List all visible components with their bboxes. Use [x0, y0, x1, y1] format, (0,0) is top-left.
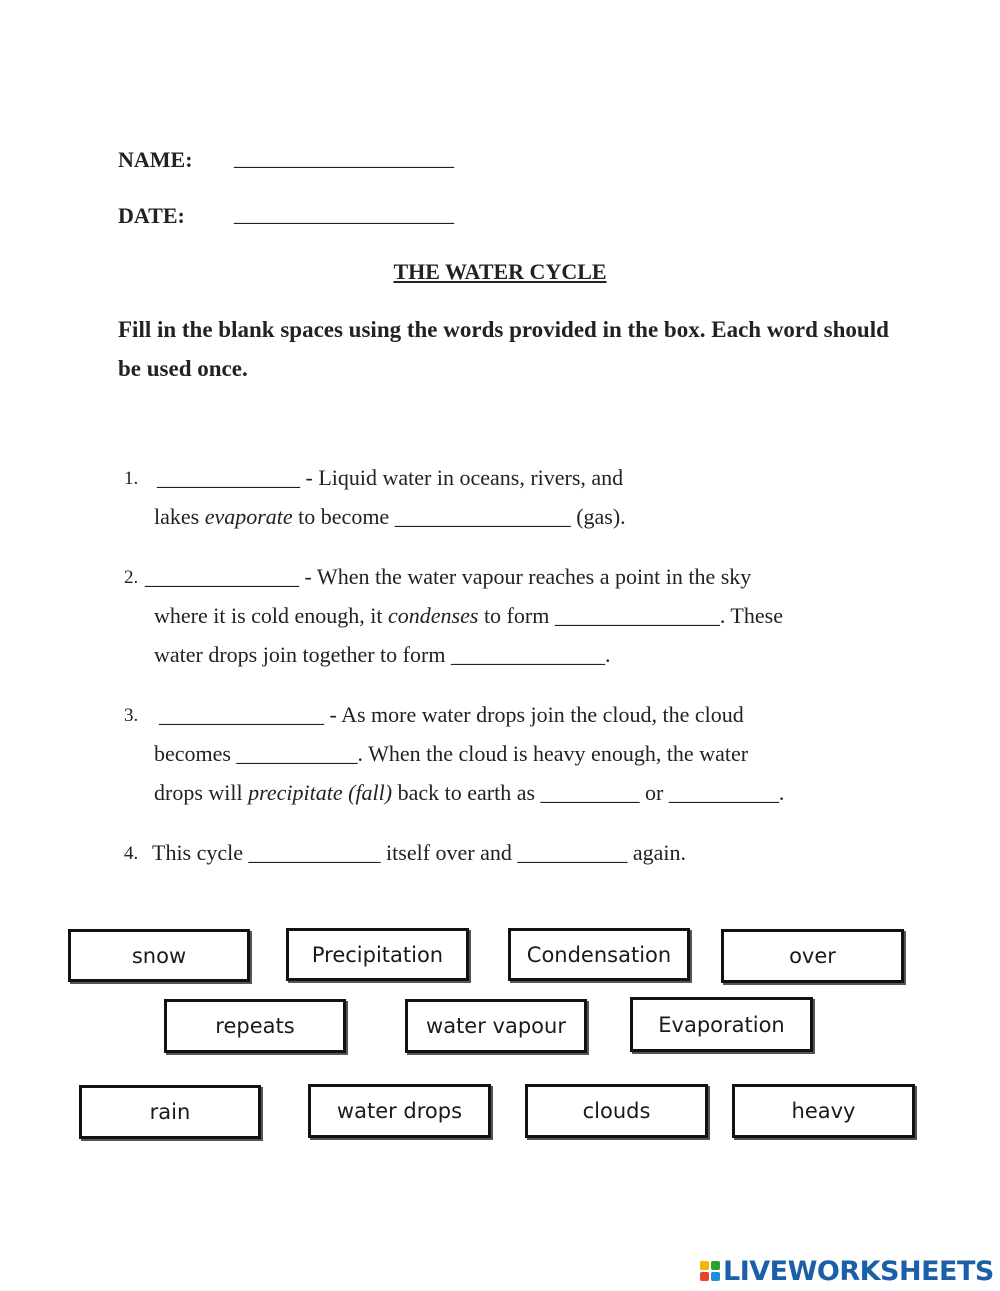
q4-text-a: This cycle [152, 840, 249, 865]
q3-text-c: . When the cloud is heavy enough, the water [357, 741, 749, 766]
q2-text-d: . These [719, 603, 783, 628]
question-1-line-1 [157, 465, 623, 491]
question-3-number: 3. [124, 705, 139, 726]
word-tile-heavy[interactable]: heavy [732, 1084, 915, 1138]
liveworksheets-brand [700, 1254, 994, 1288]
word-tile-water-vapour[interactable]: water vapour [405, 999, 587, 1053]
word-tile-rain[interactable]: rain [79, 1085, 261, 1139]
blank-3b[interactable]: ___________ [236, 741, 358, 766]
q1-italic: evaporate [204, 504, 293, 529]
q2-text-a: - When the water vapour reaches a point in the sky [299, 564, 752, 589]
blank-2a[interactable]: ______________ [145, 564, 299, 589]
name-field[interactable]: ____________________ [234, 145, 454, 170]
q3-text-a: - As more water drops join the cloud, the cloud [324, 702, 744, 727]
q1-text-c: to become [292, 504, 395, 529]
blank-1b[interactable]: ________________ [394, 504, 571, 529]
liveworksheets-logo-icon [700, 1261, 720, 1281]
q2-text-b: where it is cold enough, it [154, 603, 389, 628]
blank-3d[interactable]: __________ [668, 780, 779, 805]
blank-2c[interactable]: ______________ [450, 642, 605, 667]
q3-text-f: or [639, 780, 669, 805]
question-2-number: 2. [124, 567, 139, 588]
blank-4a[interactable]: ____________ [248, 840, 381, 865]
q4-text-c: again. [627, 840, 687, 865]
question-3-line-1 [159, 702, 744, 728]
q3-text-g: . [778, 780, 785, 805]
question-1-line-2 [154, 504, 626, 530]
q3-text-b: becomes [154, 741, 237, 766]
word-tile-evaporation[interactable]: Evaporation [630, 997, 813, 1052]
word-tile-clouds[interactable]: clouds [525, 1084, 708, 1138]
blank-3a[interactable]: _______________ [159, 702, 324, 727]
word-tile-over[interactable]: over [721, 929, 904, 983]
blank-3c[interactable]: _________ [540, 780, 640, 805]
worksheet-title: THE WATER CYCLE [393, 259, 607, 284]
word-tile-precipitation[interactable]: Precipitation [286, 928, 469, 981]
q1-text-a: - Liquid water in oceans, rivers, and [300, 465, 624, 490]
word-tile-condensation[interactable]: Condensation [508, 928, 690, 981]
brand-name: LIVEWORKSHEETS [723, 1255, 994, 1287]
q2-text-c: to form [478, 603, 555, 628]
q1-text-d: (gas). [570, 504, 626, 529]
question-2-line-1 [145, 564, 751, 590]
q2-text-f: . [604, 642, 611, 667]
q3-italic: precipitate (fall) [248, 780, 393, 805]
q3-text-d: drops will [154, 780, 249, 805]
question-1-number: 1. [124, 468, 139, 489]
blank-2b[interactable]: _______________ [554, 603, 720, 628]
question-4-line-1 [152, 840, 686, 866]
word-tile-snow[interactable]: snow [68, 929, 250, 982]
name-label: NAME: [118, 147, 193, 172]
blank-1a[interactable]: _____________ [157, 465, 300, 490]
question-3-line-2 [154, 741, 748, 767]
q2-italic: condenses [388, 603, 479, 628]
question-3-line-3 [154, 780, 784, 806]
date-label: DATE: [118, 203, 185, 228]
word-tile-repeats[interactable]: repeats [164, 999, 346, 1053]
word-tile-water-drops[interactable]: water drops [308, 1084, 491, 1138]
blank-4b[interactable]: __________ [517, 840, 628, 865]
question-2-line-3 [154, 642, 610, 668]
instructions: Fill in the blank spaces using the words provided in the box. Each word should be used once. [118, 317, 889, 381]
question-2-line-2 [154, 603, 783, 629]
q1-text-b: lakes [154, 504, 205, 529]
question-4-number: 4. [124, 843, 139, 864]
q4-text-b: itself over and [380, 840, 518, 865]
date-field[interactable]: ____________________ [234, 201, 454, 226]
q3-text-e: back to earth as [392, 780, 541, 805]
q2-text-e: water drops join together to form [154, 642, 451, 667]
